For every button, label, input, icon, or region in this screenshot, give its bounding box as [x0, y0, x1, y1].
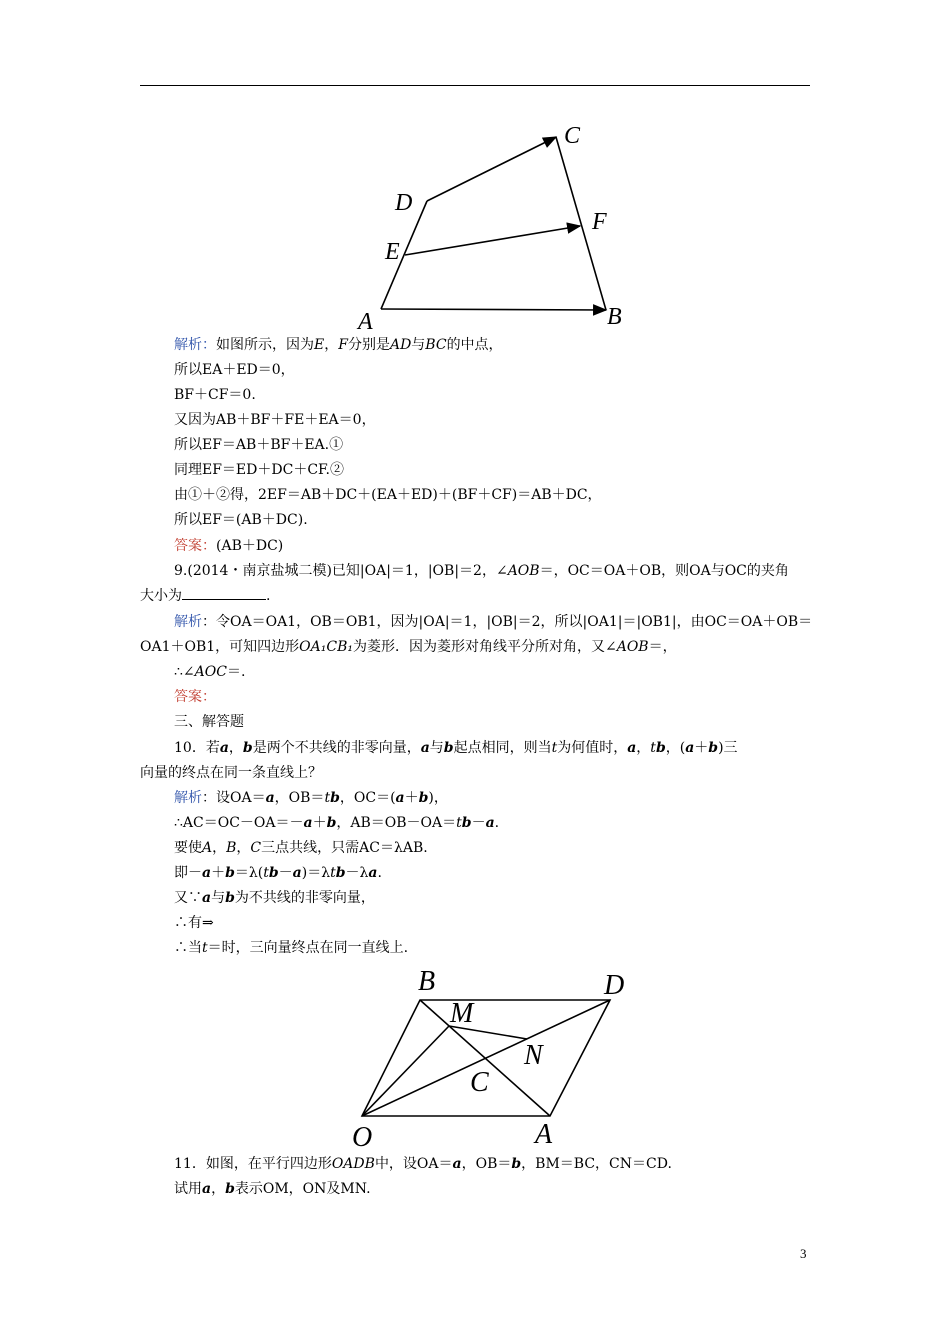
section-heading: 三、解答题 — [174, 714, 244, 730]
q10-solution-line-2: ∴AC＝OC－OA＝－a＋b，AB＝OB－OA＝tb－a. — [174, 815, 500, 831]
q9-question: 9.(2014・南京盐城二模)已知|OA|＝1，|OB|＝2，∠AOB＝，OC＝OA＋OB，则OA与OC的夹角 大小为 . — [140, 563, 789, 604]
page-number: 3 — [800, 1246, 807, 1261]
label-E: E — [385, 239, 400, 265]
vector-DC — [427, 137, 556, 201]
q8-solution-line-6: 同理EF＝ED＋DC＋CF.② — [174, 462, 345, 478]
label-C: C — [470, 1067, 489, 1098]
solution-label: 解析 — [174, 337, 202, 353]
answer-label: 答案 — [174, 538, 202, 554]
q8-solution-line-1: 解析：如图所示，因为E，F分别是AD与BC的中点， — [174, 337, 503, 353]
label-B: B — [607, 304, 622, 330]
header-rule — [140, 85, 810, 86]
solution-label: 解析 — [174, 790, 202, 806]
q9-answer: 答案： — [174, 689, 216, 705]
label-B: B — [418, 966, 436, 997]
q10-solution-line-6: ∴有⇒ — [174, 915, 214, 931]
label-D: D — [395, 190, 413, 216]
q10-solution-line-1: 解析：设OA＝a，OB＝tb，OC＝(a＋b)， — [174, 790, 448, 806]
q10-solution-line-7: ∴当t＝时，三向量终点在同一直线上. — [174, 940, 409, 956]
q10-question-line-1: 10．若a，b是两个不共线的非零向量，a与b起点相同，则当t为何值时，a，tb，(a＋b)三 — [174, 740, 738, 756]
q8-solution-line-5: 所以EF＝AB＋BF＋EA.① — [174, 437, 344, 453]
label-O: O — [352, 1122, 373, 1153]
label-C: C — [564, 123, 581, 149]
vector-EF — [405, 226, 580, 255]
label-F: F — [592, 209, 607, 235]
label-A: A — [358, 309, 373, 335]
label-M: M — [450, 998, 474, 1029]
q9-solution-line-2: OA1＋OB1，可知四边形OA₁CB₁为菱形．因为菱形对角线平分所对角，又∠AOB＝， — [140, 639, 677, 655]
label-D: D — [604, 970, 625, 1001]
q10-solution-line-5: 又∵a与b为不共线的非零向量， — [174, 890, 375, 906]
figure-quadrilateral — [340, 118, 640, 338]
q8-answer: 答案：(AB＋DC) — [174, 538, 284, 554]
q10-solution-line-4: 即－a＋b＝λ(tb－a)＝λtb－λa. — [174, 865, 382, 881]
q9-solution-line-1: 解析：令OA＝OA1，OB＝OB1，因为|OA|＝1，|OB|＝2，所以|OA1|＝|OB1|，由OC＝OA＋OB＝ — [174, 614, 813, 630]
q9-solution-line-3: ∴∠AOC＝. — [174, 664, 246, 680]
answer-blank — [182, 585, 266, 600]
q10-question-line-2: 向量的终点在同一条直线上？ — [140, 765, 322, 781]
solution-label: 解析 — [174, 614, 202, 630]
q10-solution-line-3: 要使A，B，C三点共线，只需AC＝λAB. — [174, 840, 428, 856]
q8-solution-line-2: 所以EA＋ED＝0， — [174, 362, 295, 378]
figure-parallelogram — [340, 960, 640, 1155]
q11-question-line-2: 试用a，b表示OM，ON及MN. — [174, 1181, 371, 1197]
answer-label: 答案 — [174, 689, 202, 705]
label-A: A — [535, 1119, 553, 1150]
q8-solution-line-7: 由①＋②得，2EF＝AB＋DC＋(EA＋ED)＋(BF＋CF)＝AB＋DC， — [174, 487, 602, 503]
q8-solution-line-8: 所以EF＝(AB＋DC). — [174, 512, 308, 528]
q8-solution-line-3: BF＋CF＝0. — [174, 387, 256, 403]
q11-question-line-1: 11．如图，在平行四边形OADB中，设OA＝a，OB＝b，BM＝BC，CN＝CD. — [174, 1156, 672, 1172]
vector-AB — [381, 309, 606, 310]
q8-solution-line-4: 又因为AB＋BF＋FE＋EA＝0， — [174, 412, 376, 428]
label-N: N — [524, 1040, 543, 1071]
segment-OM — [362, 1026, 449, 1116]
